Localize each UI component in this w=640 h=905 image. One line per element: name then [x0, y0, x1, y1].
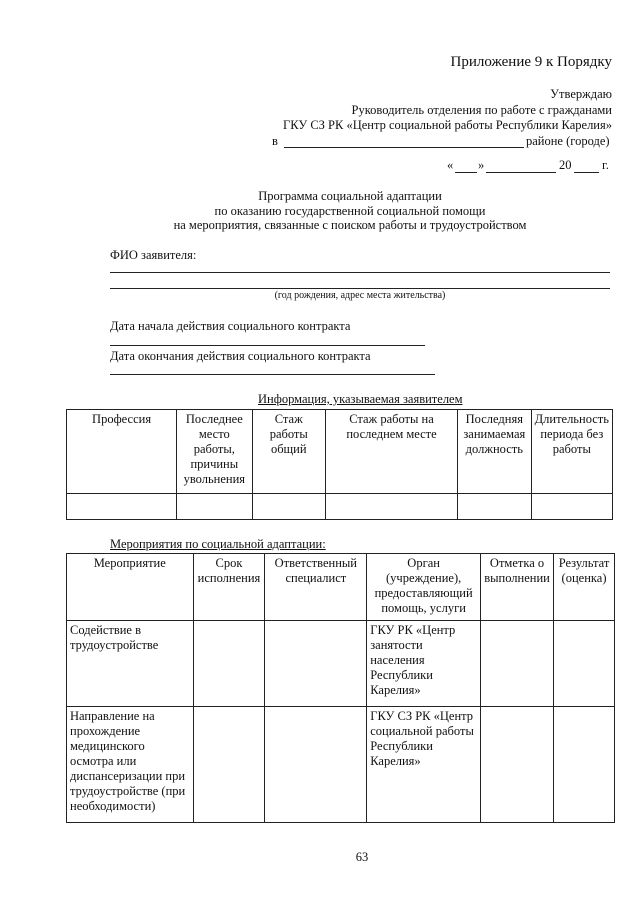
organ-cell: ГКУ СЗ РК «Центр социальной работы Республики Карелия»: [367, 707, 481, 823]
measures-table-caption: Мероприятия по социальной адаптации:: [110, 537, 326, 551]
info-table: [66, 409, 613, 520]
measure-cell: Содействие в трудоустройстве: [67, 621, 194, 707]
title-line1: Программа социальной адаптации: [258, 189, 442, 203]
date-month-blank[interactable]: [486, 172, 556, 173]
date-day-blank[interactable]: [455, 172, 477, 173]
end-date-line[interactable]: [110, 374, 435, 375]
fio-label: ФИО заявителя:: [110, 248, 197, 262]
district-blank[interactable]: [284, 147, 524, 148]
approver-line1: Руководитель отделения по работе с гражданами: [351, 103, 612, 117]
completion-cell[interactable]: [481, 707, 554, 823]
table-row: [67, 621, 615, 707]
info-cell[interactable]: [252, 494, 326, 520]
appendix-label: Приложение 9 к Порядку: [450, 54, 612, 70]
info-header-profession: Профессия: [67, 410, 177, 494]
table-row: [67, 707, 615, 823]
district-suffix: районе (городе): [526, 134, 610, 148]
title-line2: по оказанию государственной социальной помощи: [214, 204, 486, 218]
fio-line-1[interactable]: [110, 272, 610, 273]
measures-header-measure: Мероприятие: [67, 554, 194, 621]
approve-label: Утверждаю: [550, 87, 612, 101]
deadline-cell[interactable]: [193, 621, 265, 707]
page-number: 63: [355, 850, 369, 864]
info-cell[interactable]: [531, 494, 612, 520]
info-header-last-experience: Стаж работы на последнем месте: [326, 410, 458, 494]
completion-cell[interactable]: [481, 621, 554, 707]
start-date-label: Дата начала действия социального контракта: [110, 319, 351, 333]
title-line3: на мероприятия, связанные с поиском работы и трудоустройством: [173, 218, 527, 232]
info-header-total-experience: Стаж работы общий: [252, 410, 326, 494]
measures-table: [66, 553, 615, 823]
result-cell[interactable]: [554, 707, 615, 823]
measures-header-responsible: Ответственный специалист: [265, 554, 367, 621]
district-prefix: в: [272, 134, 278, 148]
measure-cell: Направление на прохождение медицинского осмотра или диспансеризации при трудоустройстве (при необходимости): [67, 707, 194, 823]
organ-cell: ГКУ РК «Центр занятости населения Республики Карелия»: [367, 621, 481, 707]
measures-header-organ: Орган (учреждение), предоставляющий помощь, услуги: [367, 554, 481, 621]
info-cell[interactable]: [177, 494, 252, 520]
deadline-cell[interactable]: [193, 707, 265, 823]
info-table-caption: Информация, указываемая заявителем: [258, 392, 463, 406]
approver-line2: ГКУ СЗ РК «Центр социальной работы Республики Карелия»: [283, 118, 612, 132]
date-year-blank[interactable]: [574, 172, 599, 173]
info-header-unemployment-duration: Длительность периода без работы: [531, 410, 612, 494]
info-cell[interactable]: [326, 494, 458, 520]
date-open-quote: «: [447, 158, 454, 172]
info-cell[interactable]: [458, 494, 532, 520]
measures-header-completion-mark: Отметка о выполнении: [481, 554, 554, 621]
responsible-cell[interactable]: [265, 707, 367, 823]
result-cell[interactable]: [554, 621, 615, 707]
measures-header-deadline: Срок исполнения: [193, 554, 265, 621]
date-close-quote: »: [478, 158, 485, 172]
start-date-line[interactable]: [110, 345, 425, 346]
end-date-label: Дата окончания действия социального контракта: [110, 349, 371, 363]
date-year-prefix: 20: [559, 158, 572, 172]
responsible-cell[interactable]: [265, 621, 367, 707]
info-header-last-position: Последняя занимаемая должность: [458, 410, 532, 494]
date-suffix: г.: [602, 158, 609, 172]
info-header-last-workplace: Последнее место работы, причины увольнения: [177, 410, 252, 494]
measures-header-result: Результат (оценка): [554, 554, 615, 621]
fio-line-2[interactable]: [110, 288, 610, 289]
fio-hint: (год рождения, адрес места жительства): [274, 290, 446, 301]
info-cell[interactable]: [67, 494, 177, 520]
